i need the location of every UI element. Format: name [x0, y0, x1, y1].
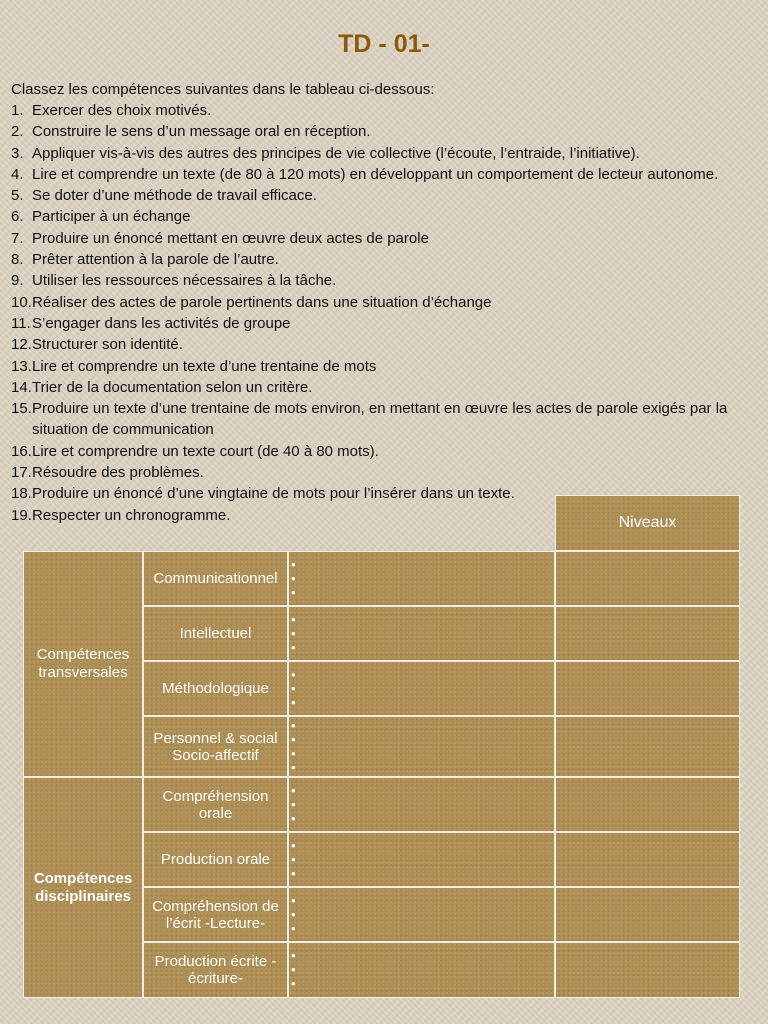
bullet: • [291, 851, 296, 867]
bullet-cell [288, 551, 555, 606]
bullet: • [291, 976, 296, 991]
list-item-number: 9. [11, 272, 24, 290]
list-item-number: 8. [11, 251, 24, 269]
list-item-number: 19. [11, 506, 32, 524]
bullet: • [291, 892, 296, 908]
list-item-number: 14. [11, 378, 32, 396]
list-item [11, 228, 746, 249]
list-item-number: 6. [11, 208, 24, 226]
bullet: • [291, 666, 296, 682]
list-item [11, 398, 746, 441]
bullet: • [291, 680, 296, 696]
list-item-number: 12. [11, 336, 32, 354]
list-item-number: 5. [11, 187, 24, 205]
group-transversales: Compétences transversales [23, 551, 143, 777]
group-disciplinaires: Compétences disciplinaires [23, 777, 143, 998]
list-item-text: Participer à un échange [32, 208, 191, 226]
page-title: TD - 01- [338, 30, 430, 58]
bullet-cell [288, 606, 555, 661]
bullet-cell [288, 716, 555, 777]
niveaux-cell [555, 661, 740, 716]
list-item [11, 334, 746, 355]
competence-category: Intellectuel [143, 606, 288, 661]
bullet: • [291, 717, 296, 733]
list-item-text: Construire le sens d’un message oral en réception. [32, 123, 371, 141]
list-item-text: Produire un énoncé mettant en œuvre deux actes de parole [32, 229, 429, 247]
bullet: • [291, 745, 296, 761]
competence-list [11, 100, 746, 526]
bullet: • [291, 625, 296, 641]
list-item-number: 16. [11, 442, 32, 460]
list-item [11, 249, 746, 270]
list-item-number: 10. [11, 293, 32, 311]
competence-category: Personnel & social Socio-affectif [143, 716, 288, 777]
list-item-text: Respecter un chronogramme. [32, 506, 231, 524]
bullet: • [291, 611, 296, 627]
list-item-number: 15. [11, 400, 32, 418]
bullet: • [291, 759, 296, 775]
list-item [11, 441, 746, 462]
list-item [11, 206, 746, 227]
list-item-number: 11. [11, 314, 31, 332]
list-item-text: Utiliser les ressources nécessaires à la tâche. [32, 272, 337, 290]
list-item-number: 1. [11, 102, 24, 119]
bullet: • [291, 948, 296, 963]
bullet: • [291, 782, 296, 798]
niveaux-cell [555, 942, 740, 998]
bullet: • [291, 837, 296, 853]
list-item-text: Réaliser des actes de parole pertinents dans une situation d’échange [32, 293, 492, 311]
competence-category: Compréhension de l’écrit -Lecture- [143, 887, 288, 942]
bullet-cell [288, 832, 555, 887]
bullet: • [291, 584, 296, 600]
list-item-number: 3. [11, 144, 24, 162]
bullet-cell [288, 777, 555, 832]
bullet: • [291, 962, 296, 977]
list-item-text: Se doter d’une méthode de travail efficace. [32, 187, 317, 205]
list-item [11, 292, 746, 313]
niveaux-cell [555, 551, 740, 606]
list-item-text: Trier de la documentation selon un critère. [32, 378, 313, 396]
list-item-number: 2. [11, 123, 24, 141]
list-item-number: 4. [11, 165, 24, 183]
bullet: • [291, 694, 296, 710]
list-item [11, 462, 746, 483]
list-item [11, 121, 746, 142]
list-item [11, 100, 746, 121]
list-item-text: Lire et comprendre un texte court (de 40 à 80 mots). [32, 442, 379, 460]
list-item-text: Produire un texte d’une trentaine de mots environ, en mettant en œuvre les actes de parole exigés par la situation de communication [32, 400, 728, 439]
list-item [11, 164, 746, 185]
niveaux-cell [555, 777, 740, 832]
list-item-text: Prêter attention à la parole de l’autre. [32, 251, 279, 269]
list-item-text: Produire un énoncé d’une vingtaine de mots pour l’insérer dans un texte. [32, 485, 515, 503]
niveaux-cell [555, 716, 740, 777]
bullet: • [291, 639, 296, 655]
bullet: • [291, 865, 296, 881]
bullet-cell [288, 942, 555, 998]
competence-category: Compréhension orale [143, 777, 288, 832]
bullet: • [291, 906, 296, 922]
niveaux-cell [555, 606, 740, 661]
list-item-number: 17. [11, 464, 32, 482]
niveaux-cell [555, 832, 740, 887]
list-item-text: Résoudre des problèmes. [32, 464, 204, 482]
list-item [11, 356, 746, 377]
list-item [11, 377, 746, 398]
list-item-text: S’engager dans les activités de groupe [32, 314, 291, 332]
list-item-text: Structurer son identité. [32, 336, 183, 354]
list-item-number: 18. [11, 485, 32, 503]
list-item [11, 185, 746, 206]
competence-category: Méthodologique [143, 661, 288, 716]
list-item [11, 270, 746, 291]
list-item-number: 7. [11, 229, 24, 247]
competence-category: Communicationnel [143, 551, 288, 606]
list-item-text: Lire et comprendre un texte (de 80 à 120 mots) en développant un comportement de lecteur autonome. [32, 165, 719, 183]
list-item [11, 313, 746, 334]
competence-category: Production orale [143, 832, 288, 887]
bullet: • [291, 556, 296, 572]
list-item-text: Exercer des choix motivés. [32, 102, 212, 119]
bullet: • [291, 810, 296, 826]
instruction-text: Classez les compétences suivantes dans le tableau ci-dessous: [11, 81, 435, 98]
niveaux-header: Niveaux [555, 495, 740, 551]
competence-category: Production écrite - écriture- [143, 942, 288, 998]
list-item-text: Lire et comprendre un texte d’une trentaine de mots [32, 357, 377, 375]
bullet: • [291, 570, 296, 586]
bullet: • [291, 796, 296, 812]
list-item [11, 143, 746, 164]
bullet-cell [288, 661, 555, 716]
list-item-text: Appliquer vis-à-vis des autres des principes de vie collective (l’écoute, l’entraide, l’initiative). [32, 144, 640, 162]
niveaux-cell [555, 887, 740, 942]
bullet-cell [288, 887, 555, 942]
bullet: • [291, 920, 296, 936]
bullet: • [291, 731, 296, 747]
list-item-number: 13. [11, 357, 32, 375]
